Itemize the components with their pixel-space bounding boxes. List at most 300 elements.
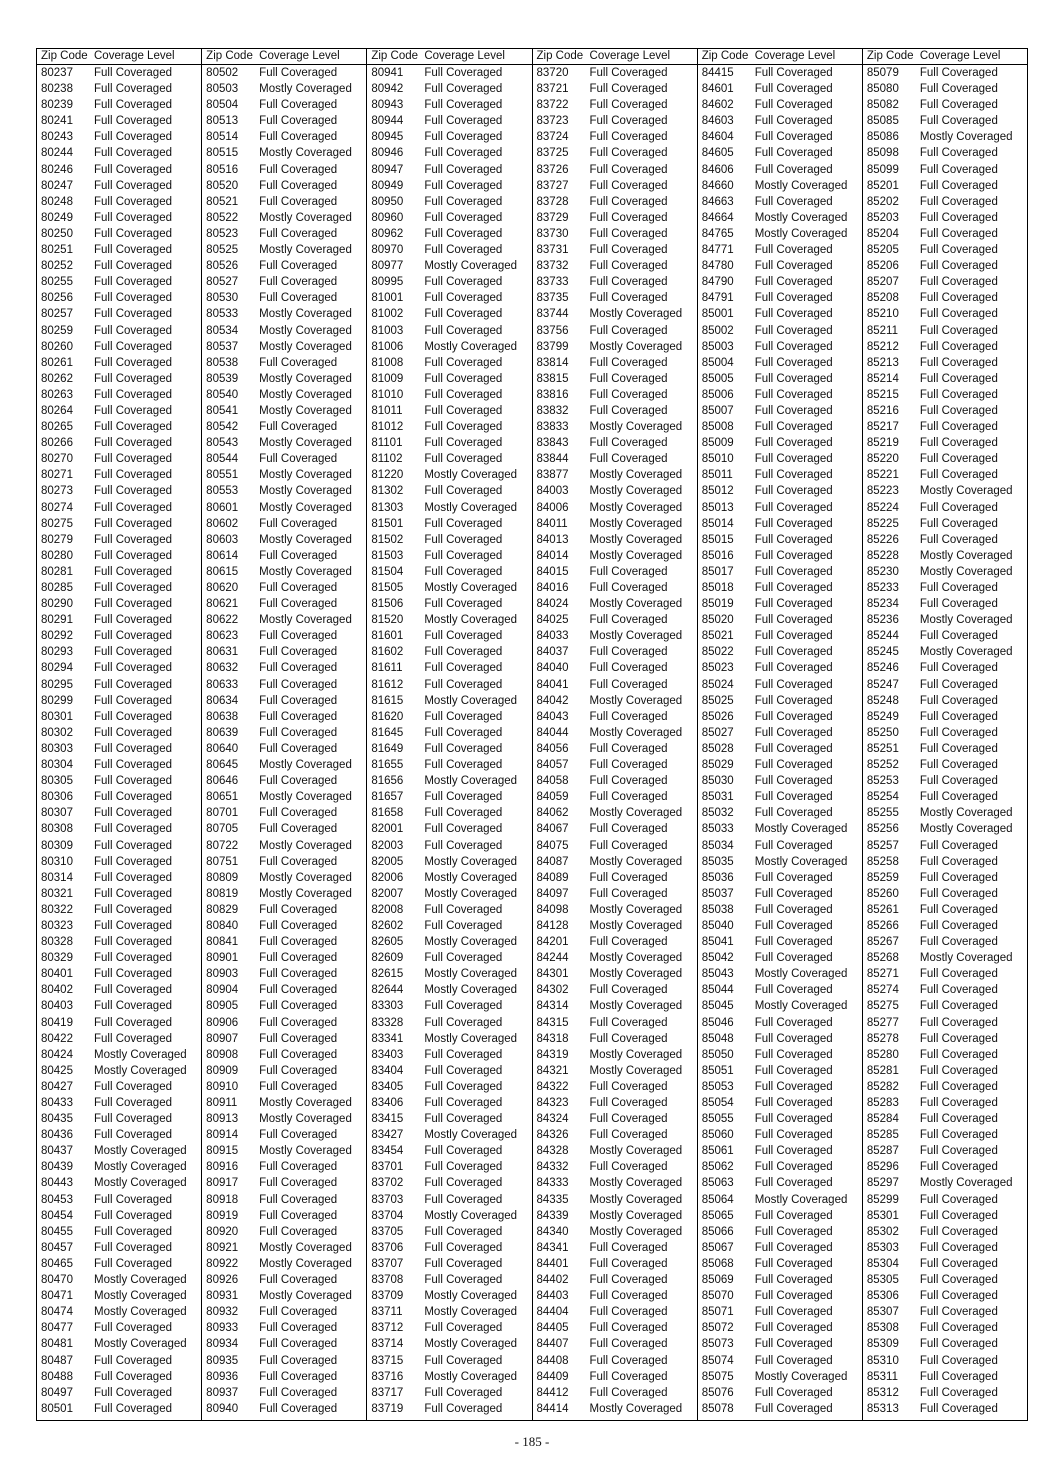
table-row [863, 1031, 1027, 1047]
zip-code-cell: 85021 [701, 630, 734, 643]
zip-code-cell: 84067 [536, 823, 569, 836]
column-header [202, 49, 366, 65]
coverage-level-cell: Full Coveraged [94, 372, 172, 385]
table-row [37, 612, 201, 628]
zip-code-cell: 80329 [41, 952, 73, 965]
coverage-level-cell: Full Coveraged [754, 710, 833, 723]
coverage-level-cell: Full Coveraged [589, 1032, 668, 1045]
table-row [698, 1224, 862, 1240]
coverage-level-cell: Full Coveraged [94, 630, 172, 643]
zip-code-cell: 80908 [206, 1048, 239, 1061]
zip-code-cell: 83717 [371, 1386, 404, 1399]
coverage-level-cell: Full Coveraged [919, 147, 998, 160]
coverage-level-cell: Full Coveraged [424, 211, 503, 224]
coverage-level-cell: Full Coveraged [754, 952, 833, 965]
zip-code-cell: 81655 [371, 759, 404, 772]
zip-code-cell: 80995 [371, 276, 404, 289]
coverage-level-cell: Full Coveraged [919, 1129, 998, 1142]
zip-code-cell: 84414 [536, 1402, 569, 1415]
zip-code-cell: 80551 [206, 469, 239, 482]
table-row [367, 435, 531, 451]
zip-code-cell: 81003 [371, 324, 404, 337]
zip-code-cell: 80261 [41, 356, 73, 369]
coverage-level-cell: Full Coveraged [424, 67, 503, 79]
table-row [698, 500, 862, 516]
coverage-level-cell: Full Coveraged [754, 1354, 833, 1367]
table-row [367, 323, 531, 339]
coverage-level-cell: Full Coveraged [424, 1386, 503, 1399]
table-row [367, 258, 531, 274]
coverage-level-cell: Full Coveraged [94, 147, 172, 160]
zip-code-cell: 85255 [866, 807, 899, 820]
table-row [202, 854, 366, 870]
table-row [367, 226, 531, 242]
coverage-level-cell: Full Coveraged [94, 99, 172, 112]
zip-code-cell: 82008 [371, 903, 404, 916]
coverage-level-cell: Full Coveraged [589, 1354, 668, 1367]
zip-code-cell: 80906 [206, 1016, 239, 1029]
table-row [202, 1192, 366, 1208]
zip-code-cell: 85202 [866, 195, 899, 208]
zip-code-cell: 85284 [866, 1113, 899, 1126]
table-row [863, 1401, 1027, 1417]
coverage-level-cell: Full Coveraged [589, 662, 668, 675]
coverage-level-cell: Full Coveraged [589, 710, 668, 723]
table-row [37, 1353, 201, 1369]
table-row [533, 1240, 697, 1256]
zip-code-cell: 80260 [41, 340, 73, 353]
table-row [202, 1095, 366, 1111]
zip-code-cell: 80255 [41, 276, 73, 289]
table-row [533, 65, 697, 81]
zip-code-cell: 83454 [371, 1145, 404, 1158]
coverage-level-cell: Full Coveraged [424, 1241, 503, 1254]
coverage-level-cell: Mostly Coveraged [259, 614, 352, 627]
zip-code-cell: 85053 [701, 1080, 734, 1093]
table-row [37, 596, 201, 612]
zip-code-cell: 81503 [371, 549, 404, 562]
coverage-level-cell: Full Coveraged [919, 968, 998, 981]
table-row [202, 644, 366, 660]
coverage-level-cell: Mostly Coveraged [259, 1113, 352, 1126]
coverage-level-cell: Mostly Coveraged [424, 1129, 518, 1142]
table-row [698, 451, 862, 467]
coverage-level-header: Coverage Level [94, 50, 175, 62]
table-row [533, 596, 697, 612]
table-row [863, 290, 1027, 306]
table-row [367, 451, 531, 467]
table-row [202, 1336, 366, 1352]
zip-code-cell: 80623 [206, 630, 239, 643]
zip-code-cell: 84341 [536, 1241, 569, 1254]
coverage-level-cell: Full Coveraged [94, 244, 172, 257]
zip-code-cell: 85048 [701, 1032, 734, 1045]
zip-code-cell: 85254 [866, 791, 899, 804]
zip-code-cell: 85099 [866, 163, 899, 176]
zip-code-cell: 85034 [701, 839, 734, 852]
zip-code-cell: 85017 [701, 565, 734, 578]
coverage-level-cell: Full Coveraged [589, 775, 668, 788]
coverage-level-cell: Full Coveraged [754, 163, 833, 176]
table-row [863, 1192, 1027, 1208]
zip-code-cell: 85228 [866, 549, 899, 562]
coverage-level-cell: Full Coveraged [589, 823, 668, 836]
zip-code-cell: 80829 [206, 903, 239, 916]
zip-code-cell: 85234 [866, 598, 899, 611]
zip-code-cell: 80285 [41, 582, 73, 594]
coverage-level-cell: Full Coveraged [424, 324, 503, 337]
coverage-level-cell: Full Coveraged [919, 1402, 998, 1415]
coverage-level-cell: Full Coveraged [919, 227, 998, 240]
table-column [201, 49, 366, 1420]
coverage-level-cell: Full Coveraged [424, 791, 503, 804]
table-row [863, 1320, 1027, 1336]
table-row [202, 306, 366, 322]
table-row [863, 483, 1027, 499]
coverage-level-cell: Full Coveraged [919, 919, 998, 932]
table-row [698, 1320, 862, 1336]
zip-code-cell: 85248 [866, 694, 899, 707]
table-row [863, 65, 1027, 81]
table-row [698, 1192, 862, 1208]
coverage-level-cell: Full Coveraged [754, 1386, 833, 1399]
zip-code-cell: 82003 [371, 839, 404, 852]
table-row [533, 644, 697, 660]
coverage-level-cell: Full Coveraged [424, 742, 503, 755]
zip-code-cell: 84201 [536, 936, 569, 949]
zip-code-cell: 85060 [701, 1129, 734, 1142]
coverage-level-cell: Full Coveraged [754, 83, 833, 96]
zip-code-cell: 83703 [371, 1193, 404, 1206]
zip-code-cell: 84407 [536, 1338, 569, 1351]
coverage-level-cell: Full Coveraged [919, 340, 998, 353]
table-row [698, 644, 862, 660]
zip-code-cell: 85042 [701, 952, 734, 965]
table-row [202, 194, 366, 210]
coverage-level-cell: Mostly Coveraged [259, 308, 352, 321]
coverage-level-cell: Full Coveraged [754, 517, 833, 530]
table-row [698, 516, 862, 532]
table-row [698, 741, 862, 757]
zip-code-cell: 80913 [206, 1113, 239, 1126]
zip-code-cell: 83728 [536, 195, 569, 208]
zip-code-cell: 85308 [866, 1322, 899, 1335]
coverage-level-cell: Mostly Coveraged [589, 952, 683, 965]
coverage-level-cell: Full Coveraged [754, 115, 833, 128]
table-row [202, 1159, 366, 1175]
table-row [533, 660, 697, 676]
coverage-level-cell: Full Coveraged [919, 469, 998, 482]
zip-code-cell: 80809 [206, 871, 239, 884]
zip-code-cell: 80751 [206, 855, 239, 868]
zip-code-cell: 80427 [41, 1080, 73, 1093]
zip-code-cell: 85260 [866, 887, 899, 900]
zip-code-cell: 83702 [371, 1177, 404, 1190]
table-column [366, 49, 531, 1420]
table-row [367, 194, 531, 210]
zip-code-cell: 81220 [371, 469, 404, 482]
zip-code-cell: 84011 [536, 517, 568, 530]
zip-code-cell: 81657 [371, 791, 404, 804]
table-row [367, 677, 531, 693]
table-row [202, 467, 366, 483]
coverage-level-header: Coverage Level [259, 50, 340, 62]
zip-code-cell: 84062 [536, 807, 569, 820]
table-row [37, 339, 201, 355]
zip-code-cell: 84301 [536, 968, 569, 981]
zip-code-cell: 81303 [371, 501, 404, 514]
table-row [367, 950, 531, 966]
zip-code-cell: 80645 [206, 759, 239, 772]
table-row [202, 1369, 366, 1385]
coverage-level-cell: Full Coveraged [94, 839, 172, 852]
table-row [37, 500, 201, 516]
zip-code-cell: 85076 [701, 1386, 734, 1399]
coverage-level-header: Coverage Level [424, 50, 505, 62]
coverage-level-cell: Full Coveraged [919, 1113, 998, 1126]
table-row [533, 1079, 697, 1095]
coverage-level-cell: Full Coveraged [94, 952, 172, 965]
table-row [533, 226, 697, 242]
coverage-level-cell: Full Coveraged [424, 83, 503, 96]
coverage-level-cell: Full Coveraged [424, 1354, 503, 1367]
zip-code-cell: 83799 [536, 340, 569, 353]
zip-code-cell: 83705 [371, 1225, 404, 1238]
coverage-level-cell: Mostly Coveraged [259, 388, 352, 401]
table-row [533, 612, 697, 628]
zip-code-cell: 85006 [701, 388, 734, 401]
table-row [698, 483, 862, 499]
table-row [367, 998, 531, 1014]
table-row [698, 1111, 862, 1127]
coverage-level-cell: Full Coveraged [589, 614, 668, 627]
zip-code-cell: 85282 [866, 1080, 899, 1093]
coverage-level-cell: Full Coveraged [589, 227, 668, 240]
table-row [202, 1047, 366, 1063]
coverage-level-cell: Full Coveraged [424, 517, 503, 530]
table-row [863, 902, 1027, 918]
zip-code-cell: 80246 [41, 163, 73, 176]
coverage-level-cell: Full Coveraged [919, 1145, 998, 1158]
table-row [367, 1095, 531, 1111]
table-row [533, 467, 697, 483]
coverage-level-cell: Full Coveraged [94, 404, 172, 417]
coverage-level-cell: Full Coveraged [589, 936, 668, 949]
zip-code-cell: 80238 [41, 83, 73, 96]
table-row [37, 709, 201, 725]
zip-code-cell: 84765 [701, 227, 734, 240]
coverage-level-cell: Mostly Coveraged [589, 968, 683, 981]
zip-code-cell: 81002 [371, 308, 404, 321]
coverage-level-cell: Full Coveraged [424, 404, 503, 417]
zip-code-cell: 83406 [371, 1097, 404, 1109]
zip-code-cell: 85216 [866, 404, 899, 417]
coverage-level-cell: Full Coveraged [754, 1113, 833, 1126]
table-row [863, 451, 1027, 467]
coverage-level-cell: Full Coveraged [919, 211, 998, 224]
zip-code-cell: 83404 [371, 1064, 404, 1077]
zip-code-cell: 85296 [866, 1161, 899, 1174]
coverage-level-cell: Full Coveraged [589, 83, 668, 96]
zip-code-cell: 80638 [206, 710, 239, 723]
table-row [698, 145, 862, 161]
zip-code-cell: 84043 [536, 710, 569, 723]
coverage-level-cell: Full Coveraged [919, 1290, 998, 1303]
coverage-level-cell: Full Coveraged [754, 1080, 833, 1093]
coverage-level-cell: Mostly Coveraged [589, 598, 683, 611]
coverage-level-cell: Full Coveraged [754, 501, 833, 514]
zip-code-cell: 83730 [536, 227, 569, 240]
zip-code-cell: 85214 [866, 372, 899, 385]
coverage-level-cell: Mostly Coveraged [259, 469, 352, 482]
coverage-level-cell: Full Coveraged [919, 1306, 998, 1319]
zip-code-cell: 85306 [866, 1290, 899, 1303]
table-row [37, 274, 201, 290]
coverage-level-cell: Full Coveraged [424, 710, 503, 723]
table-row [863, 1063, 1027, 1079]
coverage-level-cell: Full Coveraged [94, 791, 172, 804]
coverage-level-cell: Full Coveraged [754, 903, 833, 916]
coverage-level-cell: Full Coveraged [424, 1161, 503, 1174]
table-row [202, 982, 366, 998]
zip-code-cell: 85206 [866, 260, 899, 273]
table-row [533, 371, 697, 387]
coverage-level-cell: Full Coveraged [919, 1386, 998, 1399]
table-row [367, 1192, 531, 1208]
coverage-level-cell: Full Coveraged [754, 1225, 833, 1238]
coverage-level-cell: Full Coveraged [919, 67, 998, 79]
table-row [367, 1401, 531, 1417]
table-row [37, 355, 201, 371]
table-row [202, 1401, 366, 1417]
coverage-level-cell: Full Coveraged [589, 324, 668, 337]
coverage-level-cell: Mostly Coveraged [919, 485, 1013, 498]
zip-code-cell: 80920 [206, 1225, 239, 1238]
coverage-level-cell: Full Coveraged [589, 1386, 668, 1399]
table-row [367, 1336, 531, 1352]
coverage-level-cell: Full Coveraged [589, 131, 668, 144]
zip-code-cell: 85029 [701, 759, 734, 772]
zip-code-cell: 85297 [866, 1177, 899, 1190]
table-row [202, 451, 366, 467]
coverage-level-cell: Full Coveraged [754, 839, 833, 852]
table-row [367, 741, 531, 757]
table-row [37, 1385, 201, 1401]
table-row [37, 1256, 201, 1272]
coverage-level-cell: Full Coveraged [754, 453, 833, 466]
zip-code-cell: 80474 [41, 1306, 73, 1319]
table-row [202, 339, 366, 355]
coverage-level-cell: Full Coveraged [424, 485, 503, 498]
coverage-level-cell: Full Coveraged [94, 533, 172, 546]
table-row [863, 1256, 1027, 1272]
zip-code-cell: 83735 [536, 292, 569, 305]
zip-code-cell: 80521 [206, 195, 239, 208]
coverage-level-cell: Full Coveraged [94, 565, 172, 578]
zip-code-cell: 85075 [701, 1370, 734, 1383]
table-row [367, 966, 531, 982]
zip-code-cell: 83814 [536, 356, 569, 369]
zip-code-cell: 84606 [701, 163, 734, 176]
coverage-level-cell: Full Coveraged [259, 807, 338, 820]
table-row [863, 1159, 1027, 1175]
coverage-level-cell: Full Coveraged [424, 372, 503, 385]
coverage-level-cell: Mostly Coveraged [589, 1048, 683, 1061]
table-row [863, 1304, 1027, 1320]
table-row [863, 693, 1027, 709]
coverage-level-cell: Full Coveraged [94, 598, 172, 611]
coverage-level-cell: Mostly Coveraged [424, 501, 518, 514]
coverage-level-cell: Mostly Coveraged [919, 131, 1013, 144]
zip-code-cell: 85224 [866, 501, 899, 514]
table-row [863, 950, 1027, 966]
zip-code-cell: 80310 [41, 855, 73, 868]
zip-code-cell: 84412 [536, 1386, 569, 1399]
zip-code-cell: 85230 [866, 565, 899, 578]
table-row [37, 725, 201, 741]
table-row [37, 773, 201, 789]
coverage-level-cell: Mostly Coveraged [259, 887, 352, 900]
table-row [202, 387, 366, 403]
coverage-level-cell: Full Coveraged [919, 791, 998, 804]
coverage-level-cell: Mostly Coveraged [589, 1064, 683, 1077]
table-row [202, 709, 366, 725]
coverage-level-cell: Full Coveraged [589, 163, 668, 176]
zip-code-cell: 85203 [866, 211, 899, 224]
table-row [202, 129, 366, 145]
table-row [202, 419, 366, 435]
column-header [698, 49, 862, 65]
coverage-level-cell: Full Coveraged [259, 276, 338, 289]
zip-code-cell: 80433 [41, 1097, 73, 1109]
zip-code-cell: 85078 [701, 1402, 734, 1415]
coverage-level-cell: Full Coveraged [94, 501, 172, 514]
coverage-level-cell: Full Coveraged [589, 1097, 668, 1109]
coverage-level-cell: Mostly Coveraged [919, 549, 1013, 562]
table-row [202, 966, 366, 982]
coverage-level-cell: Full Coveraged [754, 775, 833, 788]
zip-code-cell: 80488 [41, 1370, 73, 1383]
coverage-level-cell: Full Coveraged [259, 1032, 338, 1045]
zip-code-cell: 84664 [701, 211, 734, 224]
coverage-level-cell: Mostly Coveraged [589, 308, 683, 321]
table-row [533, 918, 697, 934]
coverage-level-cell: Full Coveraged [94, 1000, 172, 1013]
table-row [367, 644, 531, 660]
zip-code-cell: 80273 [41, 485, 73, 498]
coverage-level-cell: Mostly Coveraged [94, 1161, 187, 1174]
zip-code-cell: 80840 [206, 919, 239, 932]
table-row [202, 97, 366, 113]
zip-code-cell: 85050 [701, 1048, 734, 1061]
coverage-level-cell: Full Coveraged [424, 726, 503, 739]
table-row [367, 1353, 531, 1369]
zip-code-cell: 85014 [701, 517, 734, 530]
coverage-level-cell: Full Coveraged [259, 694, 338, 707]
zip-code-header: Zip Code [41, 50, 88, 62]
coverage-level-cell: Full Coveraged [424, 533, 503, 546]
table-row [533, 242, 697, 258]
zip-code-cell: 80247 [41, 179, 73, 192]
coverage-level-cell: Full Coveraged [94, 67, 172, 79]
zip-code-cell: 80819 [206, 887, 239, 900]
zip-code-cell: 80290 [41, 598, 73, 611]
zip-code-cell: 80922 [206, 1257, 239, 1270]
table-row [37, 741, 201, 757]
coverage-level-cell: Full Coveraged [589, 1306, 668, 1319]
coverage-level-cell: Mostly Coveraged [259, 871, 352, 884]
zip-code-cell: 83877 [536, 469, 569, 482]
